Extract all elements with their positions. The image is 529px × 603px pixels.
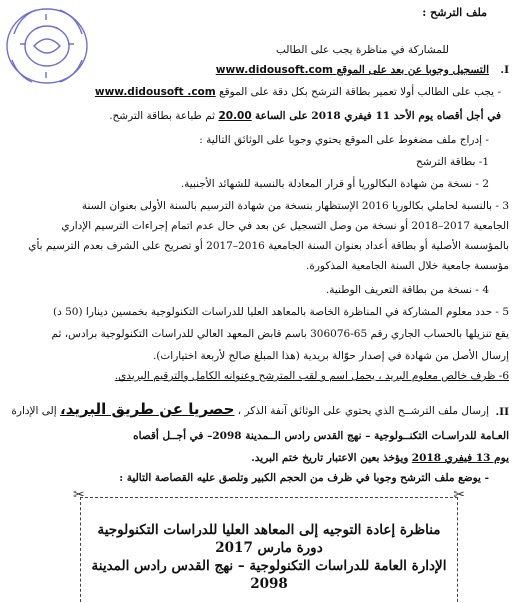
doc-item-3-line2: الجامعية 2017–2018 أو نسخة من وصل التسجيل عن بعد في حال عدم اتمام إجراءات الترسيم الإداري [61, 220, 509, 232]
scissors-icon: ✂ [73, 487, 85, 503]
scissors-icon: ✂ [453, 487, 465, 503]
section2-line4: - يوضع ملف الترشح وجوبا في ظرف من الحجم الكبير وتلصق عليه القصاصة التالية : [119, 472, 489, 484]
section1-site-link: www.didousoft.com [215, 64, 333, 76]
section1-title [216, 64, 489, 77]
official-stamp [2, 4, 92, 88]
cutout-label-box [73, 487, 465, 602]
file-title: ملف الترشح : [422, 6, 487, 19]
doc-item-5-line1: 5 - حدد معلوم المشاركة في المناظرة الخاصة بالمعاهد العليا للدراسات التكنولوجية بخمسين دينارا (50 د) [52, 306, 509, 318]
para1-rest: ثم طباعة بطاقة الترشح. [109, 110, 216, 122]
cutout-line1: مناظرة إعادة التوجيه إلى المعاهد العليا للدراسات التكنولوجية [97, 522, 441, 538]
doc-item-1: 1- بطاقة الترشح [416, 156, 489, 168]
para1-text: - يجب على الطالب أولا تعمير بطاقة الترشح بكل دقة على الموقع [219, 86, 501, 98]
deadline-text: في أجل أقصاه يوم الأحد 11 فيفري 2018 على الساعة [255, 110, 501, 122]
cutout-line3: الإدارة العامة للدراسات التكنولوجية – نهج القدس رادس المدينة [91, 558, 447, 574]
cutout-line4: 2098 [250, 576, 288, 592]
doc-item-5-line3: إرسال الأصل من شهادة في إصدار حوّالة بريدية (هذا المبلغ صالح لأربعة اختيارات). [152, 350, 509, 362]
section1-para2: - إدراج ملف مضغوط على الموقع يحتوي وجوبا على الوثائق التالية : [199, 134, 489, 146]
doc-item-5-line2: يقع تنزيلها بالحساب الجاري رقم 65-306076 باسم قابض المعهد العالي للدراسات التكنولوجية برادس، ثم [51, 328, 509, 340]
section2-line1-b: إلى الإدارة [11, 405, 57, 417]
section2-stamp-note: ويؤخذ بعين الاعتبار تاريخ ختم البريد. [251, 452, 409, 464]
by-post-emphasis: حصريا عن طريق البريد، [60, 400, 235, 418]
section2-line1 [11, 400, 489, 418]
section1-para1-line2 [109, 110, 501, 123]
section1-para1-line1 [95, 86, 501, 99]
doc-item-3-line4: مؤسسة جامعية خلال السنة الجامعية المذكورة. [306, 260, 509, 272]
doc-item-6: 6- ظرف خالص معلوم البريد ، يحمل اسم و لقب المترشح وعنوانه الكامل والترقيم البريدي. [114, 370, 509, 382]
doc-item-3-line1: 3 - بالنسبة لحاملي بكالوريا 2016 الإستظهار بنسخة من شهادة الترسيم بالسنة الأولى بعنوان السنة [81, 200, 509, 212]
section1-title-text: التسجيل وجوبا عن بعد على الموقع [336, 64, 489, 76]
cutout-line2: دورة مارس 2017 [215, 540, 323, 556]
para1-site-link: www.didousoft .com [94, 86, 216, 98]
deadline-time: 20.00 [218, 110, 252, 122]
doc-item-2: 2 - نسخة من شهادة البكالوريا أو قرار المعادلة بالنسبة للشهائد الأجنبية. [180, 178, 489, 190]
file-subtitle: للمشاركة في مناظرة يجب على الطالب [275, 44, 449, 56]
section2-deadline: يوم 13 فيفري 2018 [411, 452, 509, 464]
section2-line3 [251, 452, 509, 465]
section2-number: II. [495, 406, 509, 418]
section1-number: I. [500, 64, 509, 76]
doc-item-3-line3: بالمؤسسة الأصلية أو بطاقة أعداد بعنوان السنة الجامعية 2016–2017 أو تصريح على الشرف بعدم الترسيم بأي [28, 240, 509, 252]
section2-line1-a: إرسال ملف الترشــح الذي يحتوي على الوثائق آنفة الذكر ، [237, 405, 489, 417]
doc-item-4: 4 - نسخة من بطاقة التعريف الوطنية. [325, 284, 489, 296]
section2-line2: العـامة للدراسـات التكنــولوجية – نهج القدس رادس الــمدينة 2098– في أجــل أقصاه [133, 430, 509, 442]
